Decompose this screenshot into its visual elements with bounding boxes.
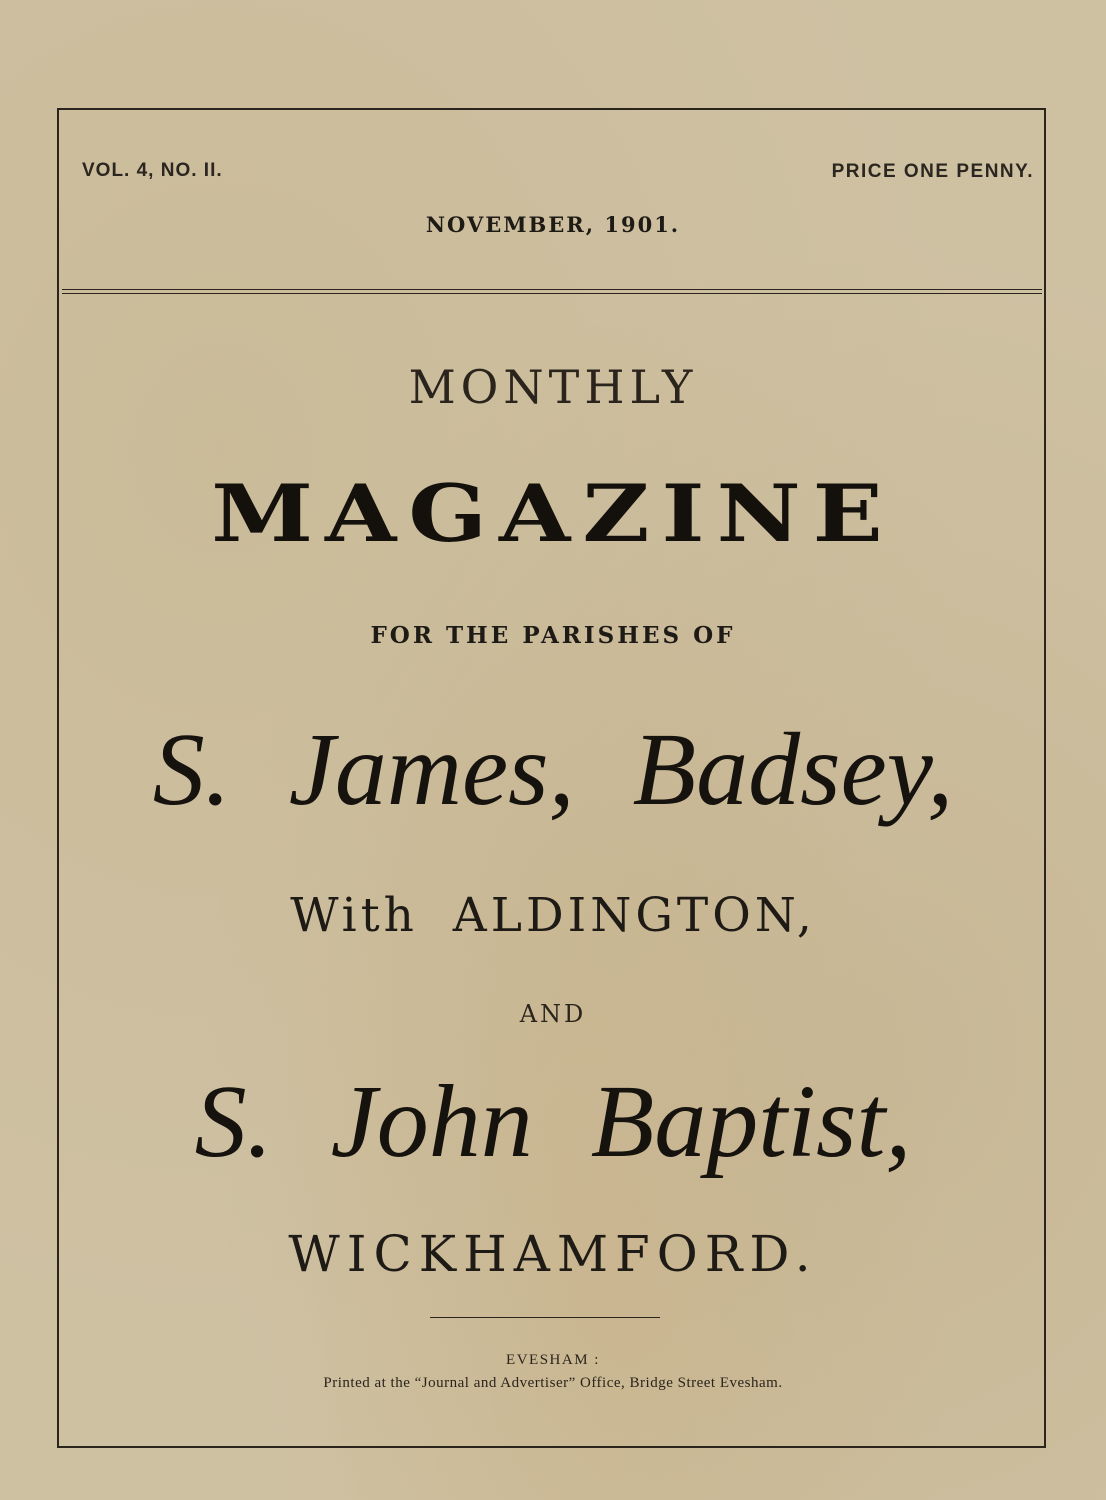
parish-badsey: S. James, Badsey, — [152, 712, 954, 827]
conjunction-and: AND — [519, 1000, 587, 1028]
issue-date: NOVEMBER, 1901. — [425, 212, 681, 237]
header-double-rule — [62, 289, 1042, 294]
imprint-printer: Printed at the “Journal and Advertiser” Office, Bridge Street Evesham. — [323, 1375, 783, 1391]
title-magazine: MAGAZINE — [211, 468, 895, 560]
title-monthly: MONTHLY — [408, 360, 698, 414]
title-subheading: FOR THE PARISHES OF — [370, 622, 736, 649]
volume-number: VOL. 4, NO. II. — [82, 160, 223, 181]
parish-john-baptist: S. John Baptist, — [194, 1064, 912, 1179]
parish-aldington: With ALDINGTON, — [290, 888, 816, 943]
imprint-divider — [430, 1317, 660, 1318]
parish-wickhamford: WICKHAMFORD. — [288, 1225, 818, 1283]
price-label: PRICE ONE PENNY. — [831, 161, 1034, 182]
imprint-place: EVESHAM : — [506, 1352, 600, 1368]
